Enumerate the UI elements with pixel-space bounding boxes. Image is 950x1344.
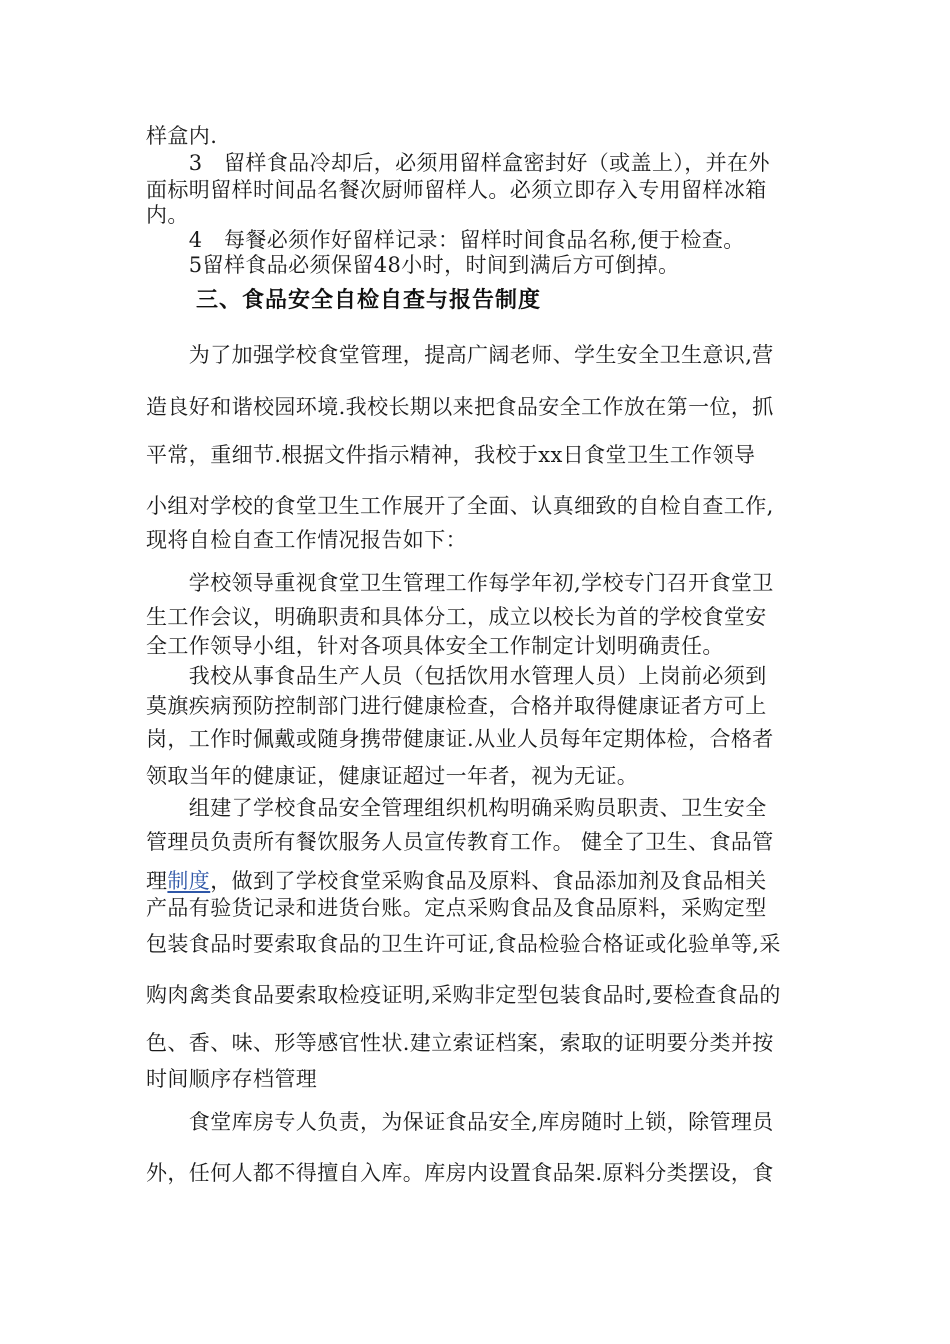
- text-line: 平常，重细节.根据文件指示精神，我校于xx日食堂卫生工作领导: [146, 443, 756, 467]
- text-line: 购肉禽类食品要索取检疫证明,采购非定型包装食品时,要检查食品的: [146, 983, 781, 1007]
- text-line: 样盒内.: [146, 124, 218, 148]
- text-line: 内。: [146, 203, 189, 227]
- text-line: 生工作会议，明确职责和具体分工，成立以校长为首的学校食堂安: [146, 605, 767, 629]
- text-line-with-link: [146, 869, 767, 893]
- text-line: 管理员负责所有餐饮服务人员宣传教育工作。 健全了卫生、食品管: [146, 830, 774, 854]
- text-line: 现将自检自查工作情况报告如下：: [146, 528, 467, 552]
- text-line: 组建了学校食品安全管理组织机构明确采购员职责、卫生安全: [146, 796, 767, 820]
- text-line: 色、香、味、形等感官性状.建立索证档案，索取的证明要分类并按: [146, 1031, 774, 1055]
- text-line: 小组对学校的食堂卫生工作展开了全面、认真细致的自检自查工作,: [146, 494, 774, 518]
- section-heading: 三、食品安全自检自查与报告制度: [196, 288, 542, 313]
- text-line: 学校领导重视食堂卫生管理工作每学年初,学校专门召开食堂卫: [146, 571, 774, 595]
- text-line: 5留样食品必须保留48小时，时间到满后方可倒掉。: [146, 253, 680, 277]
- text-line: 3 留样食品冷却后，必须用留样盒密封好（或盖上），并在外: [146, 151, 770, 175]
- regulation-link[interactable]: 制度: [167, 869, 211, 893]
- text-line: 为了加强学校食堂管理，提高广阔老师、学生安全卫生意识,营: [146, 343, 774, 367]
- text-line: 食堂库房专人负责，为保证食品安全,库房随时上锁，除管理员: [146, 1110, 774, 1134]
- text-line: 领取当年的健康证，健康证超过一年者，视为无证。: [146, 764, 639, 788]
- text-line: 岗，工作时佩戴或随身携带健康证.从业人员每年定期体检，合格者: [146, 727, 774, 751]
- text-line: 造良好和谐校园环境.我校长期以来把食品安全工作放在第一位，抓: [146, 395, 774, 419]
- text-line: 莫旗疾病预防控制部门进行健康检查，合格并取得健康证者方可上: [146, 694, 767, 718]
- text-line: 包装食品时要索取食品的卫生许可证,食品检验合格证或化验单等,采: [146, 932, 781, 956]
- text-fragment: 理: [146, 869, 168, 893]
- text-line: 4 每餐必须作好留样记录：留样时间食品名称,便于检查。: [146, 228, 745, 252]
- text-line: 全工作领导小组，针对各项具体安全工作制定计划明确责任。: [146, 634, 724, 658]
- text-line: 面标明留样时间品名餐次厨师留样人。必须立即存入专用留样冰箱: [146, 178, 767, 202]
- text-fragment: ，做到了学校食堂采购食品及原料、食品添加剂及食品相关: [210, 869, 767, 893]
- text-line: 产品有验货记录和进货台账。定点采购食品及食品原料，采购定型: [146, 896, 767, 920]
- text-line: 时间顺序存档管理: [146, 1067, 318, 1091]
- text-line: 我校从事食品生产人员（包括饮用水管理人员）上岗前必须到: [146, 664, 767, 688]
- text-line: 外，任何人都不得擅自入库。库房内设置食品架.原料分类摆设，食: [146, 1161, 774, 1185]
